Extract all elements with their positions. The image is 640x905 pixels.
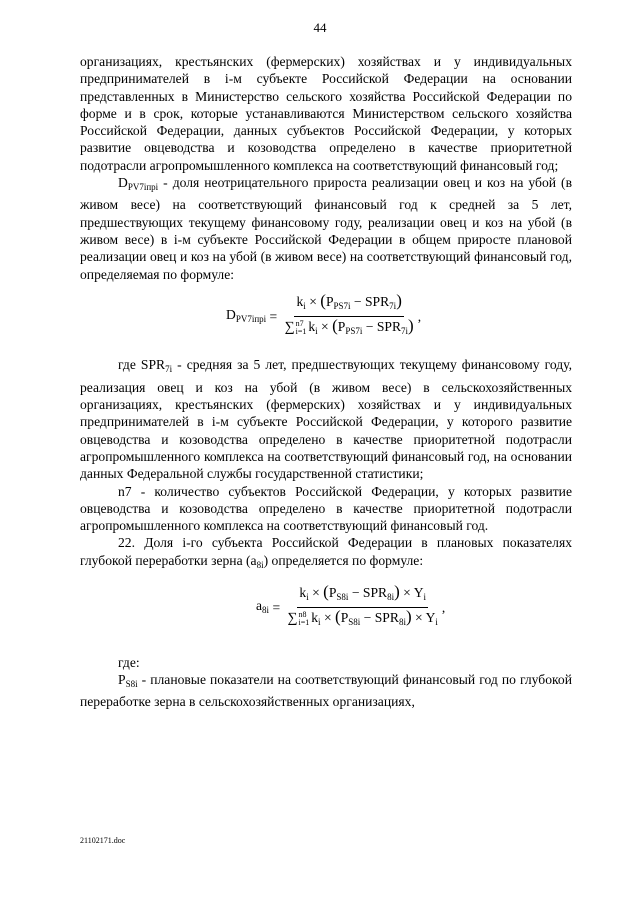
- paragraph-section-22: 22. Доля i-го субъекта Российской Федерации в плановых показателях глубокой переработки зерна $(a_{8i})$ определяется по формуле:: [80, 535, 572, 570]
- formula1-equals: =: [266, 309, 281, 324]
- paragraph-1: организациях, крестьянских (фермерских) хозяйствах и у индивидуальных предпринимателей в i-м субъекте Российской Федерации на основании представленных в Министерство сельского хозяйства Российской Федерации по форме и в срок, которые устанавливаются Министерством сельского хозяйства Российской Федерации, данных субъектов Российской Федерации, у которых развитие овцеводства и козоводства определено в качестве приоритетной подотрасли агропромышленного комплекса на соответствующий финансовый год;: [80, 54, 572, 173]
- symbol-ps8-subscript: S8i: [125, 678, 138, 689]
- formula1-numerator: $k_i \times (P_{PS7i} - SPR_{7i})$: [294, 293, 403, 317]
- spr-definition-text: - средняя за 5 лет, предшествующих текущему финансовому году, реализация овец и коз на убой (в живом весе) в сельскохозяйственных организациях, крестьянских (фермерских) хозяйствах и у индивидуальных предпринимателей в i-м субъекте Российской Федерации, у которого развитие овцеводства и козоводства определено в качестве приоритетной подотрасли агропромышленного комплекса на соответствующий финансовый год, на основании данных Федеральной службы государственной статистики;: [80, 357, 572, 482]
- formula2-fraction: [286, 584, 440, 632]
- ps8-definition-text: - плановые показатели на соответствующий финансовый год по глубокой переработке зерна в сельскохозяйственных организациях,: [80, 671, 572, 710]
- formula1-tail: ,: [417, 309, 422, 324]
- formula1-fraction: [283, 290, 416, 341]
- paragraph-dpv-definition: [80, 174, 572, 283]
- paragraph-n7-definition: n7 - количество субъектов Российской Федерации, у которых развитие овцеводства и козоводства определено в качестве приоритетной подотрасли агропромышленного комплекса на соответствующий финансовый год.: [80, 483, 572, 534]
- symbol-ps8: P: [118, 671, 126, 687]
- symbol-dpv-subscript: PV7iпрi: [127, 182, 159, 193]
- formula2-equals: =: [269, 600, 284, 616]
- formula2-denominator: ∑ n8 i=1 $k_i \times (P_{S8i} - SPR_{8i}) \times Y_i$: [287, 607, 438, 628]
- symbol-dpv: D: [118, 175, 128, 191]
- sum-icon: ∑: [287, 611, 298, 627]
- paragraph-where: где:: [118, 654, 140, 670]
- formula-a8i: [256, 584, 572, 632]
- symbol-spr: SPR: [140, 357, 166, 373]
- formula1-lhs: $D_{PV7iпрi}$: [226, 306, 267, 324]
- dpv-definition-text: - доля неотрицательного прироста реализации овец и коз на убой (в живом весе) на соответствующий финансовый год к средней за 5 лет, предшествующих текущему финансовому году, реализации овец и коз на убой (в живом весе) в i-м субъекте Российской Федерации в общем приросте плановой реализации овец и коз на убой (в живом весе) на соответствующий финансовый год, определяемая по формуле:: [80, 175, 572, 282]
- paragraph-spr-definition: где $SPR_{7i}$ - средняя за 5 лет, предшествующих текущему финансовому году, реализация овец и коз на убой (в живом весе) в сельскохозяйственных организациях, крестьянских (фермерских) хозяйствах и у индивидуальных предпринимателей в i-м субъекте Российской Федерации, у которого развитие овцеводства и козоводства определено в качестве приоритетной подотрасли агропромышленного комплекса на соответствующий финансовый год, на основании данных Федеральной службы государственной статистики;: [80, 357, 572, 482]
- footer-filename: 21102171.doc: [80, 836, 126, 845]
- document-body: [80, 53, 572, 711]
- formula2-tail: ,: [441, 600, 446, 616]
- formula-dpv: [226, 290, 572, 341]
- sum-icon: ∑: [284, 320, 295, 336]
- paragraph-ps8-definition: [80, 671, 572, 711]
- symbol-spr-subscript: 7i: [165, 364, 173, 375]
- formula1-denominator: ∑ n7 i=1 $k_i \times (P_{PS7i} - SPR_{7i})$: [284, 316, 414, 337]
- formula2-lhs: $a_{8i}$: [256, 597, 270, 615]
- formula2-numerator: $k_i \times (P_{S8i} - SPR_{8i}) \times Y_i$: [297, 584, 428, 608]
- page-number: 44: [313, 20, 327, 35]
